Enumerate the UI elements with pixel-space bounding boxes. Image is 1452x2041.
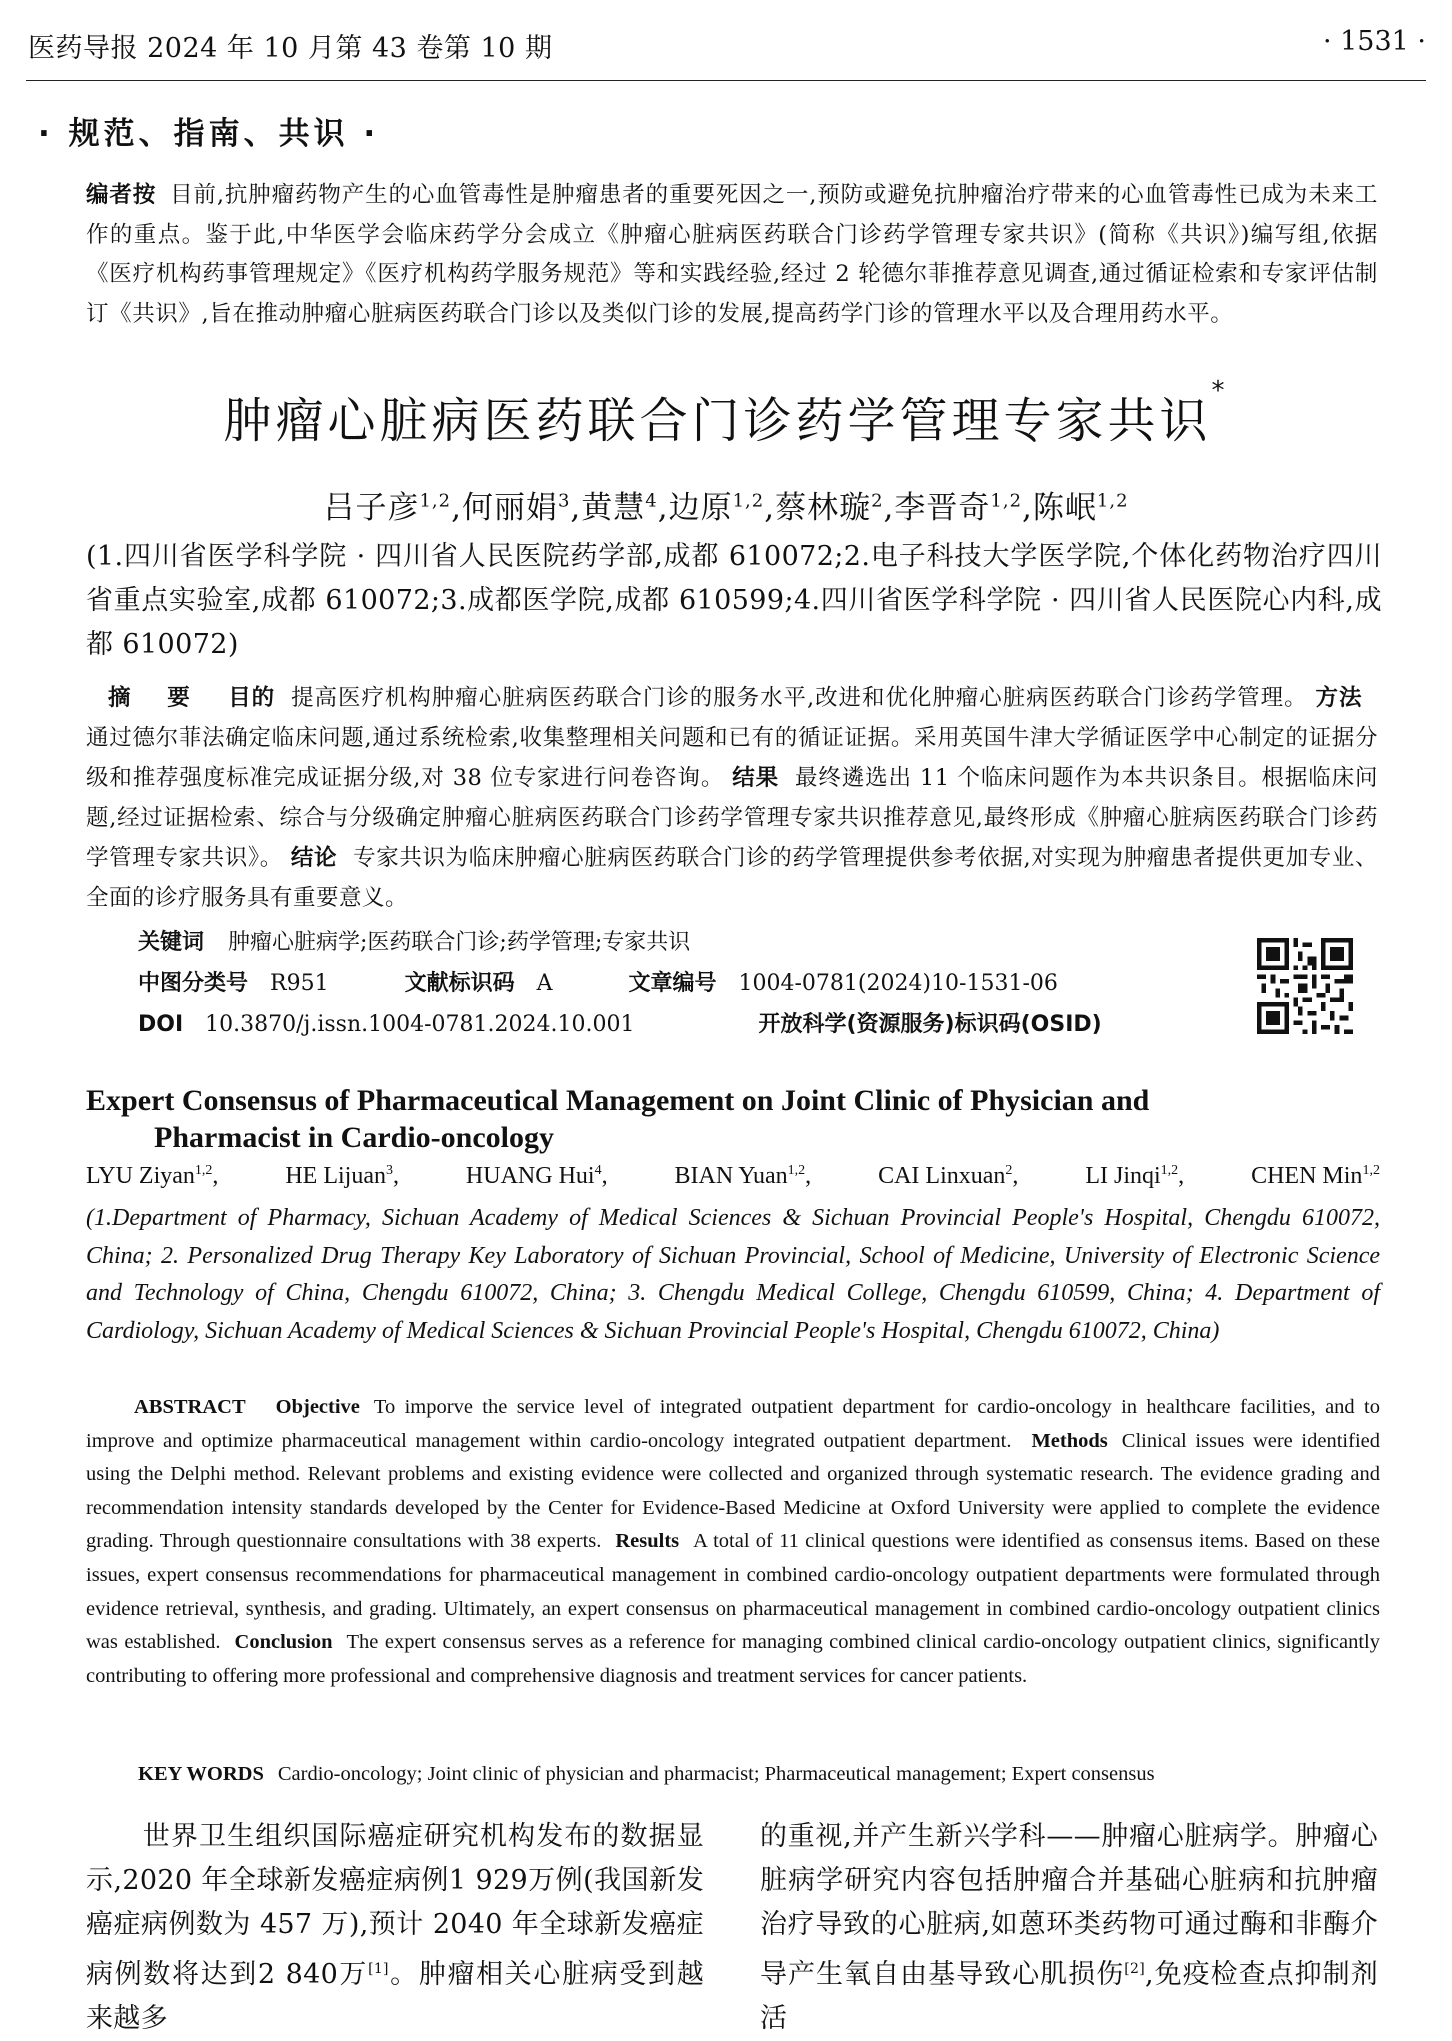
author-en: [1251, 1163, 1380, 1190]
affiliations-cn: (1.四川省医学科学院 · 四川省人民医院药学部,成都 610072;2.电子科技大学医学院,个体化药物治疗四川省重点实验室,成都 610072;3.成都医学院,成都 610599;4.四川省医学科学院 · 四川省人民医院心内科,成都 610072): [86, 541, 1382, 660]
results-text-cn: 最终遴选出 11 个临床问题作为本共识条目。根据临床问题,经过证据检索、综合与分级确定肿瘤心脏病医药联合门诊药学管理专家共识推荐意见,最终形成《肿瘤心脏病医药联合门诊药学管理专家共识》。: [86, 765, 1378, 871]
header-rule: [26, 80, 1426, 81]
methods-text-en: Clinical issues were identified using the Delphi method. Relevant problems and existing evidence were collected and organized through systematic research. The evidence grading and recommendation intensity standards developed by the Center for Evidence-Based Medicine at Oxford University were applied to complete the evidence grading. Through questionnaire consultations with 38 experts.: [86, 1429, 1380, 1553]
conclusion-text-en: The expert consensus serves as a reference for managing combined clinical cardio-oncology outpatient clinics, significantly contributing to offering more professional and comprehensive diagnosis and treatment services for cancer patients.: [86, 1631, 1380, 1687]
article-number-label: 文章编号: [628, 971, 717, 996]
author-en-sup: 1,2: [787, 1163, 806, 1178]
page-number: · 1531 ·: [1322, 26, 1426, 57]
keywords-en-text: Cardio-oncology; Joint clinic of physician and pharmacist; Pharmaceutical management; Expert consensus: [277, 1763, 1155, 1785]
conclusion-label-en: Conclusion: [234, 1631, 333, 1654]
english-title-line2: Pharmacist in Cardio-oncology: [154, 1121, 554, 1154]
author-en-name: HE Lijuan: [285, 1163, 386, 1189]
author-en-sup: 1,2: [194, 1163, 213, 1178]
results-label-cn: 结果: [732, 765, 779, 791]
osid-qr-code: [1257, 938, 1353, 1034]
article-title: [0, 376, 1452, 451]
keywords-cn: [138, 925, 690, 956]
author-en: HUANG Hui$^4$,: [465, 1163, 608, 1189]
methods-label-en: Methods: [1031, 1429, 1108, 1452]
author-en: LI Jinqi$^{1,2}$,: [1085, 1163, 1185, 1189]
author-en-name: LYU Ziyan: [86, 1163, 195, 1189]
author-list-en: [86, 1163, 1380, 1190]
article-number-value: 1004-0781(2024)10-1531-06: [738, 971, 1058, 996]
results-label-en: Results: [615, 1530, 680, 1553]
author-en-sup: 4: [594, 1163, 602, 1178]
english-title: [86, 1082, 1386, 1156]
clc-label: 中图分类号: [138, 971, 249, 996]
classification-line: [138, 966, 1080, 997]
citation-ref: [1]: [368, 1961, 389, 1977]
editor-note-label: 编者按: [86, 182, 157, 208]
abstract-cn: [86, 678, 1378, 918]
methods-text-cn: 通过德尔菲法确定临床问题,通过系统检索,收集整理相关问题和已有的循证证据。采用英国牛津大学循证医学中心制定的证据分级和推荐强度标准完成证据分级,对 38 位专家进行问卷咨询。: [86, 725, 1378, 791]
author-name: 何丽娟: [461, 490, 558, 526]
citation-ref: [2]: [1124, 1961, 1145, 1977]
body-column-right: [760, 1815, 1378, 2041]
keywords-cn-text: 肿瘤心脏病学;医药联合门诊;药学管理;专家共识: [228, 930, 691, 955]
author-en-sup: 2: [1005, 1163, 1013, 1178]
keywords-cn-label: 关键词: [138, 930, 205, 955]
conclusion-label-cn: 结论: [290, 845, 338, 871]
doi-value: 10.3870/j.issn.1004-0781.2024.10.001: [205, 1012, 635, 1037]
author-en: HE Lijuan$^3$,: [285, 1163, 399, 1189]
author-en-sup: 1,2: [1362, 1163, 1380, 1178]
methods-label-cn: 方法: [1315, 685, 1362, 711]
author-affil-sup: 2: [871, 490, 884, 512]
author-affil-sup: 4: [645, 490, 658, 512]
author-affil-sup: 1,2: [419, 490, 452, 512]
body-text: 世界卫生组织国际癌症研究机构发布的数据显示,2020 年全球新发癌症病例1 929万例(我国新发癌症病例数为 457 万),预计 2040 年全球新发癌症病例数将达到2 840万: [86, 1821, 704, 1990]
abstract-en-label: ABSTRACT: [134, 1396, 246, 1418]
author-en-name: BIAN Yuan: [674, 1163, 788, 1189]
objective-text-en: To imporve the service level of integrated outpatient department for cardio-oncology in healthcare facilities, and to improve and optimize pharmaceutical management within cardio-oncology integrated outpatient department.: [86, 1396, 1380, 1452]
keywords-en-label: KEY WORDS: [138, 1763, 264, 1785]
author-en: BIAN Yuan$^{1,2}$,: [674, 1163, 812, 1189]
body-text: ,免疫检查点抑制剂活: [760, 1959, 1378, 2034]
editor-note: [86, 176, 1378, 334]
keywords-en: [138, 1763, 1155, 1786]
author-en-name: HUANG Hui: [465, 1163, 595, 1189]
author-name: 陈岷: [1032, 490, 1097, 526]
abstract-en: [86, 1391, 1380, 1693]
doc-code-value: A: [536, 971, 553, 996]
author-name: 李晋奇: [894, 490, 991, 526]
section-heading: · 规范、指南、共识 ·: [38, 116, 380, 152]
author-affil-sup: 3: [557, 490, 571, 512]
conclusion-text-cn: 专家共识为临床肿瘤心脏病医药联合门诊的药学管理提供参考依据,对实现为肿瘤患者提供更加专业、全面的诊疗服务具有重要意义。: [86, 845, 1378, 911]
osid-label: 开放科学(资源服务)标识码(OSID): [758, 1012, 1102, 1037]
author-affil-sup: 1,2: [990, 490, 1023, 512]
objective-text-cn: 提高医疗机构肿瘤心脏病医药联合门诊的服务水平,改进和优化肿瘤心脏病医药联合门诊药学管理。: [291, 685, 1308, 711]
author-affil-sup: 1,2: [1096, 490, 1129, 512]
doc-code-label: 文献标识码: [404, 971, 515, 996]
author-en-name: CHEN Min: [1251, 1163, 1363, 1189]
author-en: LYU Ziyan$^{1,2}$,: [86, 1163, 219, 1189]
doi-line: [138, 1007, 1102, 1038]
results-text-en: A total of 11 clinical questions were identified as consensus items. Based on these issues, expert consensus recommendations for pharmaceutical management in combined cardio-oncology outpatient departments were formulated through evidence retrieval, synthesis, and grading. Ultimately, an expert consensus on pharmaceutical management in combined cardio-oncology outpatient clinics was established.: [86, 1530, 1380, 1654]
english-title-line1: Expert Consensus of Pharmaceutical Management on Joint Clinic of Physician and: [86, 1084, 1150, 1117]
author-affil-sup: 1,2: [732, 490, 765, 512]
body-text: 的重视,并产生新兴学科——肿瘤心脏病学。肿瘤心脏病学研究内容包括肿瘤合并基础心脏病和抗肿瘤治疗导致的心脏病,如蒽环类药物可通过酶和非酶介导产生氧自由基导致心肌损伤: [760, 1821, 1378, 1990]
author-name: 黄慧: [581, 490, 646, 526]
author-name: 吕子彦: [323, 490, 420, 526]
abstract-cn-label: 摘 要: [108, 685, 205, 711]
journal-header: 医药导报 2024 年 10 月第 43 卷第 10 期: [28, 33, 553, 64]
objective-label-cn: 目的: [228, 685, 276, 711]
author-en-sup: 1,2: [1160, 1163, 1179, 1178]
objective-label-en: Objective: [275, 1396, 360, 1418]
author-en: CAI Linxuan$^2$,: [878, 1163, 1019, 1189]
affiliations-en: (1.Department of Pharmacy, Sichuan Academy of Medical Sciences & Sichuan Provincial People's Hospital, Chengdu 610072, China; 2. Personalized Drug Therapy Key Laboratory of Sichuan Provincial, School of Medicine, University of Electronic Science and Technology of China, Chengdu 610072, China; 3. Chengdu Medical College, Chengdu 610599, China; 4. Department of Cardiology, Sichuan Academy of Medical Sciences & Sichuan Provincial People's Hospital, Chengdu 610072, China): [86, 1205, 1380, 1344]
author-en-sup: 3: [385, 1163, 393, 1178]
clc-value: R951: [270, 971, 329, 996]
author-en-name: CAI Linxuan: [878, 1163, 1006, 1189]
title-footnote-mark: *: [1211, 376, 1229, 406]
author-name: 蔡林璇: [775, 490, 872, 526]
body-column-left: [86, 1815, 704, 2041]
editor-note-text: 目前,抗肿瘤药物产生的心血管毒性是肿瘤患者的重要死因之一,预防或避免抗肿瘤治疗带来的心血管毒性已成为未来工作的重点。鉴于此,中华医学会临床药学分会成立《肿瘤心脏病医药联合门诊药学管理专家共识》(简称《共识》)编写组,依据《医疗机构药事管理规定》《医疗机构药学服务规范》等和实践经验,经过 2 轮德尔菲推荐意见调查,通过循证检索和专家评估制订《共识》,旨在推动肿瘤心脏病医药联合门诊以及类似门诊的发展,提高药学门诊的管理水平以及合理用药水平。: [86, 182, 1378, 327]
article-title-text: 肿瘤心脏病医药联合门诊药学管理专家共识: [223, 393, 1212, 449]
body-text: 。肿瘤相关心脏病受到越来越多: [86, 1959, 704, 2034]
doi-label: DOI: [138, 1012, 184, 1037]
author-name: 边原: [668, 490, 733, 526]
author-en-name: LI Jinqi: [1085, 1163, 1161, 1189]
author-list-cn: 吕子彦$^{1,2}$,何丽娟$^3$,黄慧$^4$,边原$^{1,2}$,蔡林璇$^2$,李晋奇$^{1,2}$,陈岷$^{1,2}$: [323, 490, 1129, 526]
